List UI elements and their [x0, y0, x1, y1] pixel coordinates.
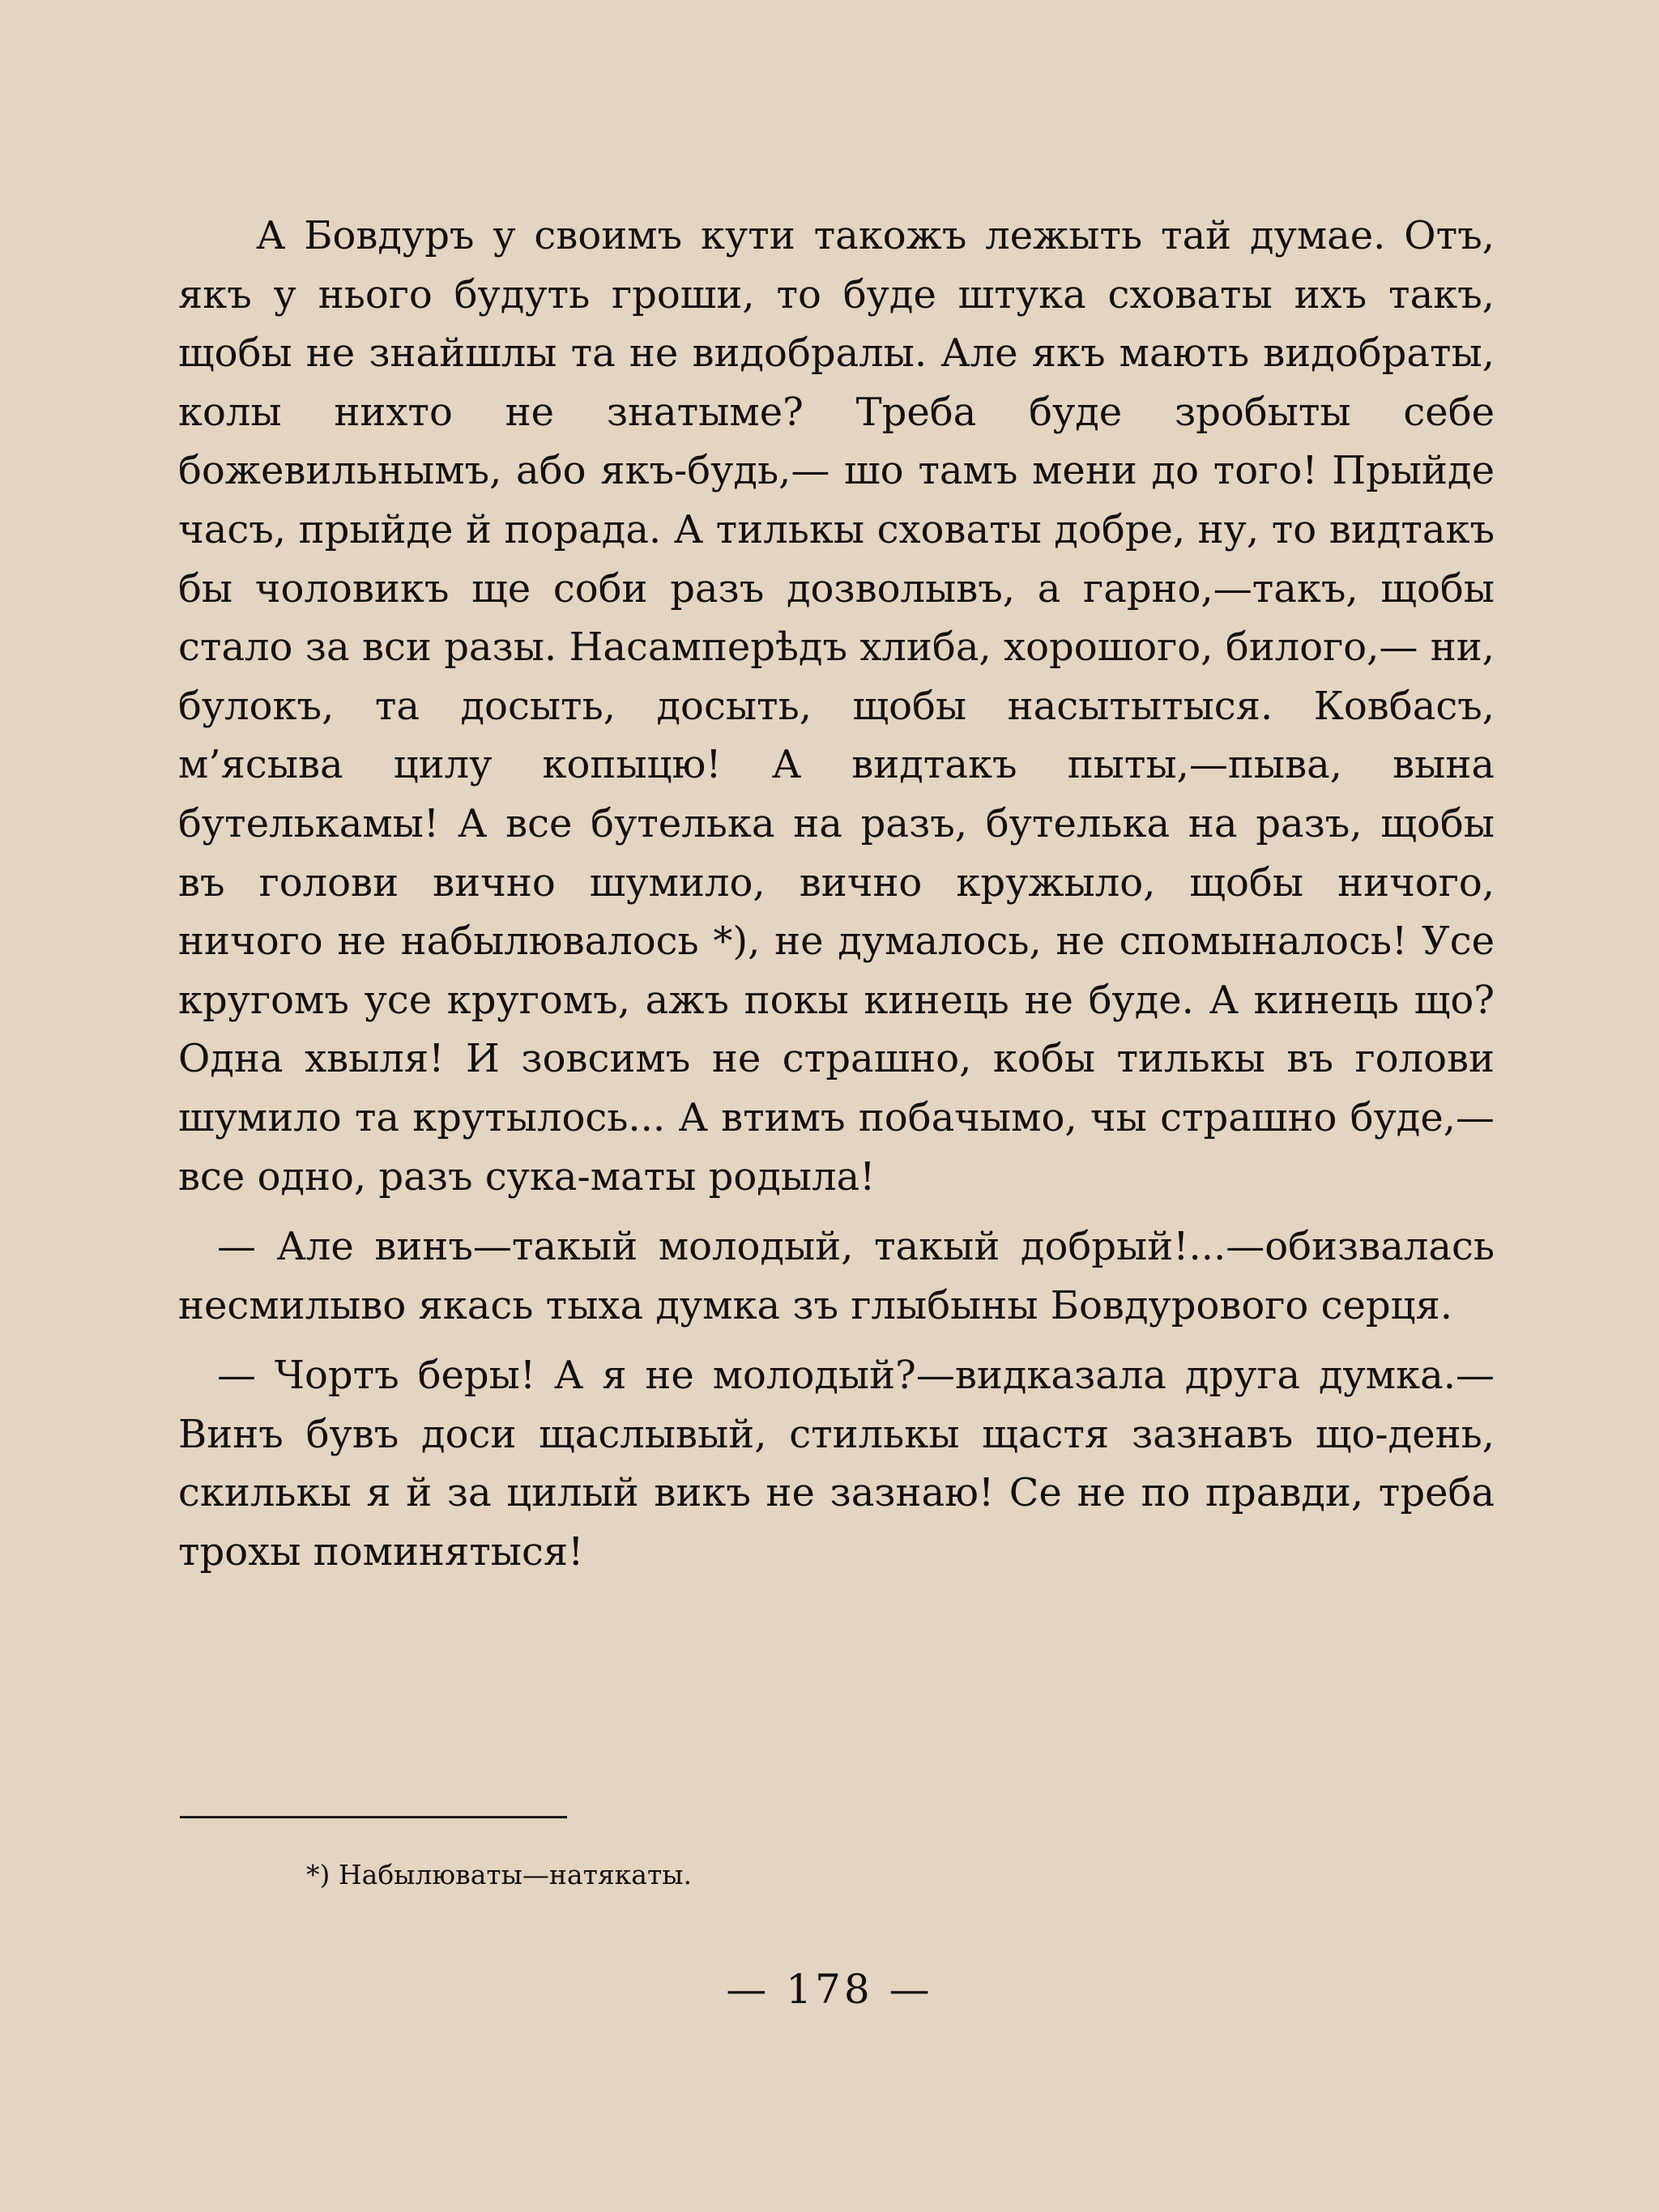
paragraph-1: А Бовдуръ у своимъ кути такожъ лежыть тай думае. Отъ, якъ у нього будуть гроши, то буде штука сховаты ихъ такъ, щобы не знайшлы та не видобралы. Але якъ мають видобраты, колы нихто не знатыме? Треба буде зробыты себе божевильнымъ, або якъ-будь,— шо тамъ мени до того! Прыйде часъ, прыйде й порада. А тилькы сховаты добре, ну, то видтакъ бы чоловикъ ще соби разъ дозволывъ, а гарно,—такъ, щобы стало за вси разы. Насамперѣдъ хлиба, хорошого, билого,— ни, булокъ, та досыть, досыть, щобы насытытыся. Ковбасъ, м’ясыва цилу копыцю! А видтакъ пыты,—пыва, вына бутелькамы! А все бутелька на разъ, бутелька на разъ, щобы въ голови вично шумило, вично кружыло, щобы ничого, ничого не набылювалось *), не думалось, не спомыналось! Усе кругомъ усе кругомъ, ажъ покы кинець не буде. А кинець що? Одна хвыля! И зовсимъ не страшно, кобы тилькы въ голови шумило та крутылось... А втимъ побачымо, чы страшно буде,—все одно, разъ сука-маты родыла!	[178, 213, 1495, 1200]
paragraph-2: — Але винъ—такый молодый, такый добрый!...—обизвалась несмилыво якась тыха думка зъ глыбыны Бовдурового серця.	[178, 1224, 1495, 1328]
paragraph-3: — Чортъ беры! А я не молодый?—видказала друга думка.—Винъ бувъ доси щаслывый, стилькы щастя зазнавъ що-день, скилькы я й за цилый викъ не зазнаю! Се не по правди, треба трохы поминятыся!	[178, 1353, 1495, 1575]
main-text	[178, 207, 1495, 1582]
page-number: — 178 —	[726, 1966, 933, 2013]
footnote: *) Набылюваты—натякаты.	[306, 1859, 692, 1890]
footnote-divider	[180, 1816, 567, 1818]
